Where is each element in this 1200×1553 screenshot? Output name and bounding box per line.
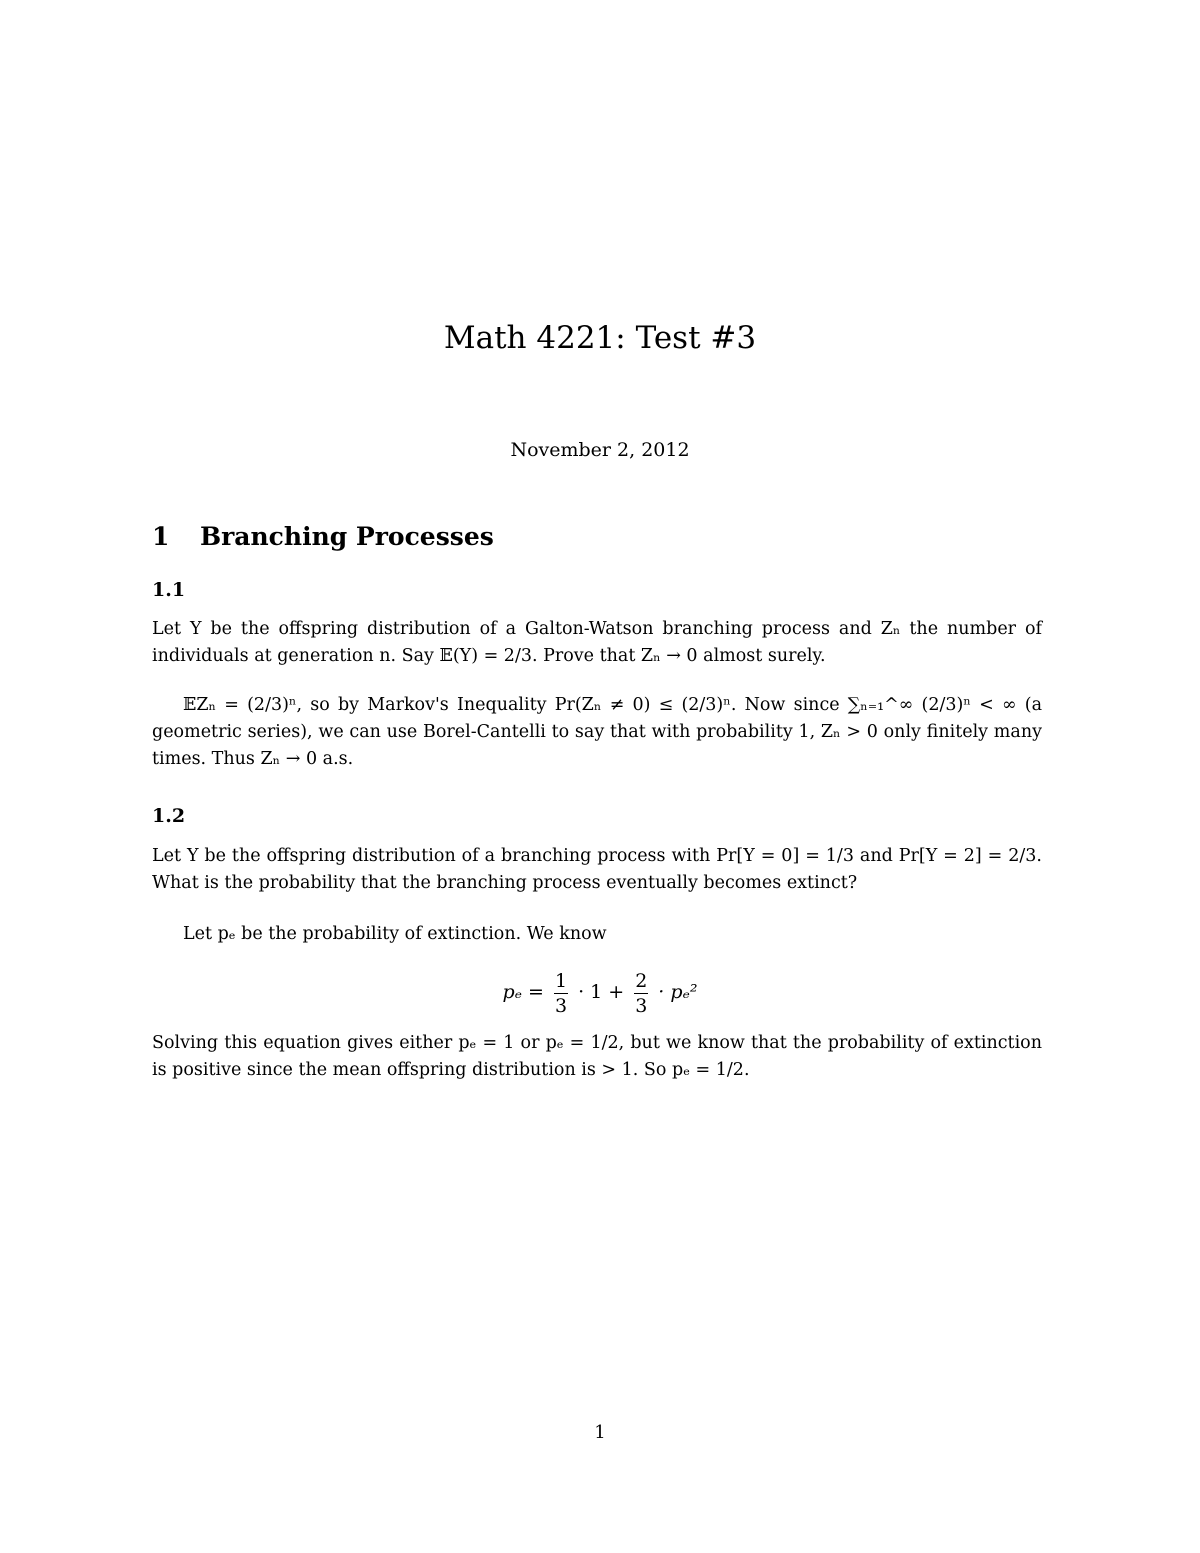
fraction-bar [554, 993, 568, 994]
fraction-numerator: 1 [554, 969, 568, 992]
fraction-one-third [554, 970, 568, 1017]
fraction-denominator: 3 [554, 994, 568, 1017]
fraction-two-thirds [634, 970, 648, 1017]
problem-number: 1.1 [152, 579, 186, 601]
fraction-denominator: 3 [635, 994, 648, 1017]
page-title: Math 4221: Test #3 [443, 320, 757, 356]
section-number: 1 [152, 522, 170, 551]
problem-answer-intro [152, 921, 1042, 948]
equation-tail: · pₑ² [658, 981, 698, 1003]
page-number: 1 [594, 1422, 606, 1443]
section-title: Branching Processes [200, 522, 494, 551]
problem-answer-conclusion [152, 1030, 1042, 1084]
equation-lhs: pₑ = [502, 981, 544, 1003]
answer-text: 𝔼Zₙ = (2/3)ⁿ, so by Markov's Inequality Pr(Zₙ ≠ 0) ≤ (2/3)ⁿ. Now since ∑ₙ₌₁^∞ (2/3)ⁿ < ∞ (a geometric series), we can use Borel-Cantelli to say that with probability 1, Zₙ > 0 only finitely many times. Thus Zₙ → 0 a.s. [152, 695, 1042, 769]
document-date: November 2, 2012 [510, 439, 690, 461]
question-text: Let Y be the offspring distribution of a Galton-Watson branching process and Zₙ the number of individuals at generation n. Say 𝔼(Y) = 2/3. Prove that Zₙ → 0 almost surely. [152, 619, 1042, 666]
section-heading [152, 520, 494, 554]
question-text: Let Y be the offspring distribution of a branching process with Pr[Y = 0] = 1/3 and Pr[Y = 2] = 2/3. What is the probability that the branching process eventually becomes extinct? [152, 846, 1042, 893]
equation-middle: · 1 + [578, 981, 625, 1003]
problem-number: 1.2 [152, 805, 186, 827]
answer-text: Solving this equation gives either pₑ = 1 or pₑ = 1/2, but we know that the probability of extinction is positive since the mean offspring distribution is > 1. So pₑ = 1/2. [152, 1033, 1042, 1080]
display-equation [0, 962, 1200, 1022]
problem-answer [152, 692, 1042, 773]
fraction-numerator: 2 [635, 969, 648, 992]
fraction-bar [634, 993, 648, 994]
answer-text: Let pₑ be the probability of extinction. We know [183, 924, 607, 944]
problem-question [152, 843, 1042, 897]
problem-question [152, 616, 1042, 670]
